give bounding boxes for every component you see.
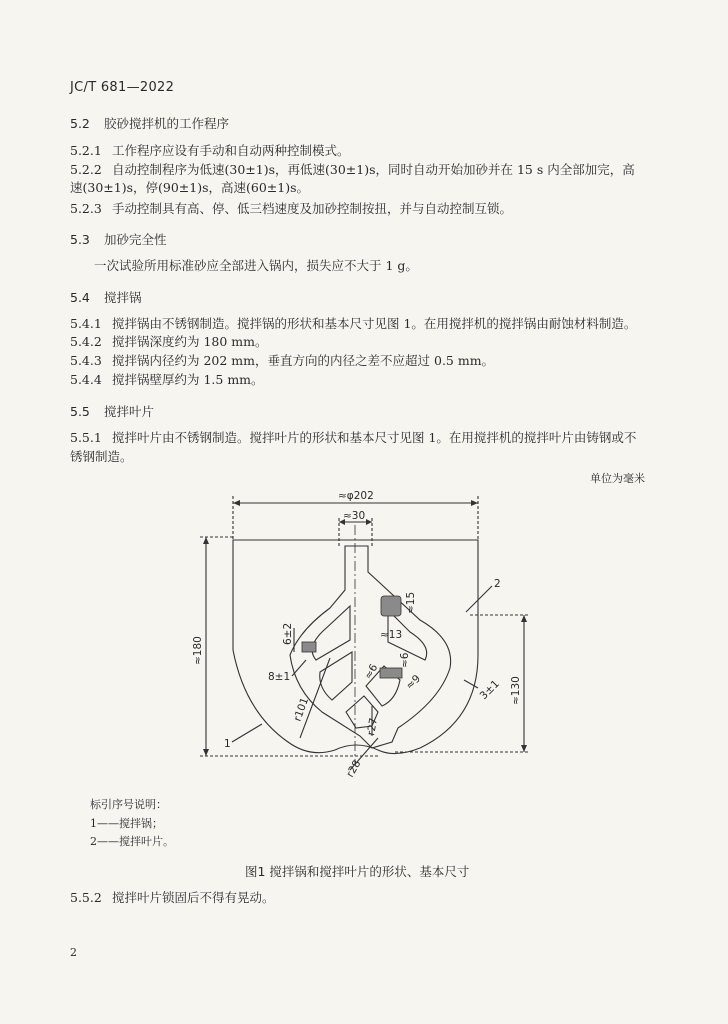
- callout-1-leader: [232, 724, 262, 742]
- clause-5-2-2: 5.2.2 自动控制程序为低速(30±1)s，再低速(30±1)s，同时自动开始加砂并在 15 s 内全部加完，高: [70, 162, 635, 177]
- section-5-3-heading: 5.3 加砂完全性: [70, 232, 167, 247]
- clause-5-3-text: 一次试验所用标准砂应全部进入锅内，损失应不大于 1 g。: [94, 258, 418, 273]
- blade-inner-mid-left: [320, 652, 352, 700]
- clause-5-4-3: 5.4.3 搅拌锅内径约为 202 mm，垂直方向的内径之差不应超过 0.5 mm。: [70, 353, 495, 368]
- blade-inner-left: [312, 606, 350, 660]
- bowl-outline: [233, 540, 478, 754]
- figure-caption: 图1 搅拌锅和搅拌叶片的形状、基本尺寸: [245, 864, 470, 879]
- standard-code: JC/T 681—2022: [70, 80, 175, 95]
- unit-note: 单位为毫米: [590, 472, 645, 485]
- h180-arrow-top: [203, 537, 209, 544]
- dim-r27-label: r27: [365, 717, 381, 737]
- legend-title: 标引序号说明：: [90, 798, 167, 811]
- dim-h180-label: ≈180: [192, 636, 204, 665]
- legend-item-1: 1——搅拌锅；: [90, 817, 163, 830]
- section-5-2-heading: 5.2 胶砂搅拌机的工作程序: [70, 116, 230, 131]
- section-block-center: [380, 668, 402, 678]
- clause-5-4-4: 5.4.4 搅拌锅壁厚约为 1.5 mm。: [70, 372, 264, 387]
- dim-dia-label: ≈φ202: [338, 490, 374, 502]
- dia-arrow-right: [471, 500, 478, 506]
- clause-5-2-2-cont: 速(30±1)s，停(90±1)s，高速(60±1)s。: [70, 180, 310, 195]
- clause-5-4-1: 5.4.1 搅拌锅由不锈钢制造。搅拌锅的形状和基本尺寸见图 1。在用搅拌机的搅拌锅由耐蚀材料制造。: [70, 316, 637, 331]
- clause-5-5-2: 5.5.2 搅拌叶片锁固后不得有晃动。: [70, 890, 275, 905]
- dia-arrow-left: [233, 500, 240, 506]
- callout-1-label: 1: [224, 738, 231, 750]
- h130-arrow-bottom: [521, 745, 527, 752]
- callout-2-label: 2: [494, 578, 501, 590]
- section-block-top: [381, 596, 401, 616]
- clause-5-4-2: 5.4.2 搅拌锅深度约为 180 mm。: [70, 334, 268, 349]
- figure-1-drawing: [180, 484, 540, 784]
- section-block-left: [302, 642, 316, 652]
- section-5-4-heading: 5.4 搅拌锅: [70, 290, 142, 305]
- clause-5-5-1: 5.5.1 搅拌叶片由不锈钢制造。搅拌叶片的形状和基本尺寸见图 1。在用搅拌机的搅拌叶片由铸钢或不: [70, 430, 637, 445]
- h180-arrow-bottom: [203, 749, 209, 756]
- dim-d6b-label: ≈6: [399, 652, 411, 668]
- dim-h130-label: ≈130: [510, 676, 522, 705]
- dim-r28-label: r28: [344, 758, 364, 780]
- dim-d6pm2-label: 6±2: [282, 622, 294, 645]
- d3pm1-leader: [464, 680, 478, 688]
- page-number: 2: [70, 946, 77, 959]
- dim-top-label: ≈30: [343, 510, 366, 522]
- h130-arrow-top: [521, 615, 527, 622]
- callout-2-leader: [466, 586, 492, 612]
- top-arrow-right: [366, 519, 372, 525]
- dim-d15-label: ≈15: [405, 591, 417, 614]
- section-5-5-heading: 5.5 搅拌叶片: [70, 404, 155, 419]
- d8pm1-leader: [292, 660, 306, 676]
- clause-5-5-1-cont: 锈钢制造。: [70, 449, 133, 464]
- dim-d3pm1-label: 3±1: [477, 677, 502, 703]
- dim-d9-label: ≈9: [403, 672, 424, 693]
- clause-5-2-3: 5.2.3 手动控制具有高、停、低三档速度及加砂控制按扭，并与自动控制互锁。: [70, 201, 513, 216]
- dim-d8pm1-label: 8±1: [268, 671, 291, 683]
- clause-5-2-1: 5.2.1 工作程序应设有手动和自动两种控制模式。: [70, 143, 350, 158]
- dim-d6a-label: ≈6: [362, 662, 381, 682]
- dim-d13-label: ≈13: [380, 629, 403, 641]
- dim-r101-label: r101: [291, 696, 312, 724]
- legend-item-2: 2——搅拌叶片。: [90, 835, 174, 848]
